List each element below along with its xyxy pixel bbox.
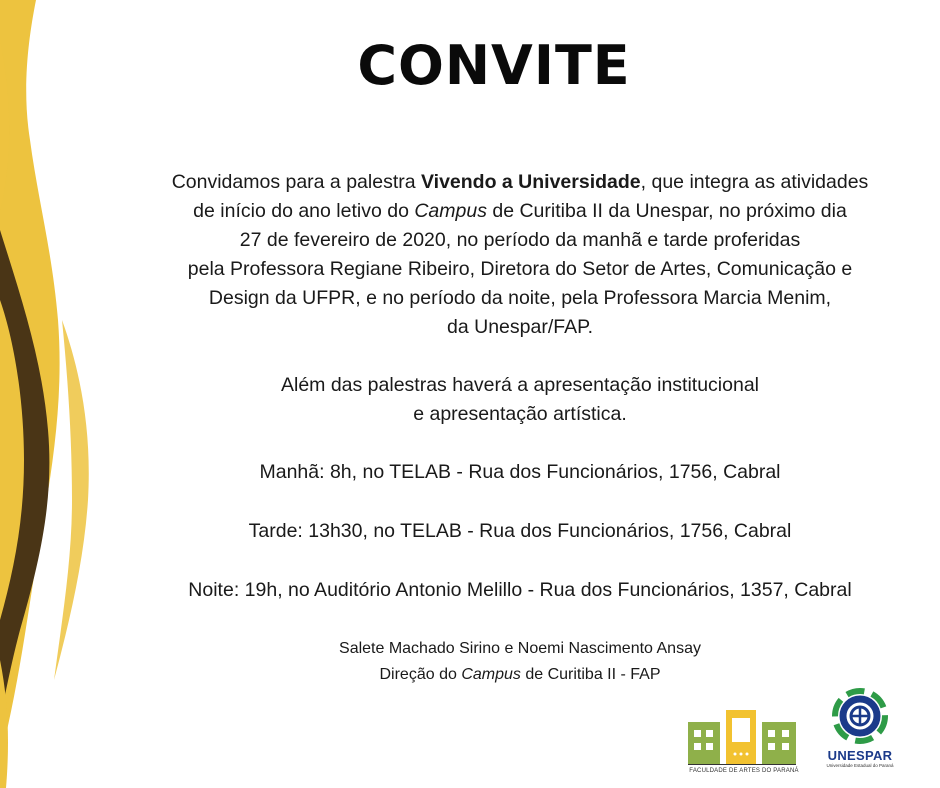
- paragraph-line: Design da UFPR, e no período da noite, pela Professora Marcia Menim,: [208, 287, 832, 309]
- paragraph-line: [110, 197, 930, 226]
- text-span: Convidamos para a palestra: [171, 171, 421, 193]
- spacer: [110, 487, 930, 517]
- text-span: , que integra as atividades: [640, 171, 869, 193]
- signature-names: Salete Machado Sirino e Noemi Nascimento Ansay: [339, 640, 701, 657]
- schedule-afternoon: Tarde: 13h30, no TELAB - Rua dos Funcionários, 1756, Cabral: [248, 520, 792, 542]
- spacer: [110, 342, 930, 371]
- paragraph-line: da Unespar/FAP.: [447, 316, 593, 338]
- paragraph-line: 27 de fevereiro de 2020, no período da manhã e tarde proferidas: [239, 229, 801, 251]
- schedule-night: Noite: 19h, no Auditório Antonio Melillo - Rua dos Funcionários, 1357, Cabral: [188, 579, 852, 601]
- text-span: de Curitiba II da Unespar, no próximo dia: [486, 200, 847, 222]
- lecture-title: Vivendo a Universidade: [421, 171, 641, 193]
- paragraph-line: e apresentação artística.: [413, 403, 627, 425]
- paragraph-line: pela Professora Regiane Ribeiro, Diretora do Setor de Artes, Comunicação e: [187, 258, 853, 280]
- spacer: [110, 429, 930, 458]
- flame-decoration-icon: [0, 0, 120, 788]
- unespar-name: UNESPAR: [827, 748, 893, 763]
- paragraph-line: [110, 168, 930, 197]
- text-span: de início do ano letivo do: [193, 200, 415, 222]
- spacer: [110, 546, 930, 576]
- unespar-subtitle: Universidade Estadual do Paraná: [826, 763, 894, 768]
- campus-italic: Campus: [461, 666, 521, 683]
- page-title: CONVITE: [357, 34, 631, 97]
- paragraph-line: Além das palestras haverá a apresentação institucional: [280, 374, 760, 396]
- invitation-body: [110, 168, 930, 605]
- schedule-morning: Manhã: 8h, no TELAB - Rua dos Funcionários, 1756, Cabral: [259, 461, 781, 483]
- unespar-emblem-icon: [818, 686, 902, 748]
- signature-block: [220, 636, 820, 688]
- fap-logo: [688, 708, 800, 780]
- text-span: de Curitiba II - FAP: [520, 666, 661, 683]
- text-span: Direção do: [379, 666, 462, 683]
- signature-role: [220, 662, 820, 688]
- fap-caption: FACULDADE DE ARTES DO PARANÁ: [689, 768, 799, 774]
- campus-italic: Campus: [414, 200, 487, 222]
- unespar-logo: [818, 686, 902, 772]
- fap-buildings-icon: [688, 708, 800, 766]
